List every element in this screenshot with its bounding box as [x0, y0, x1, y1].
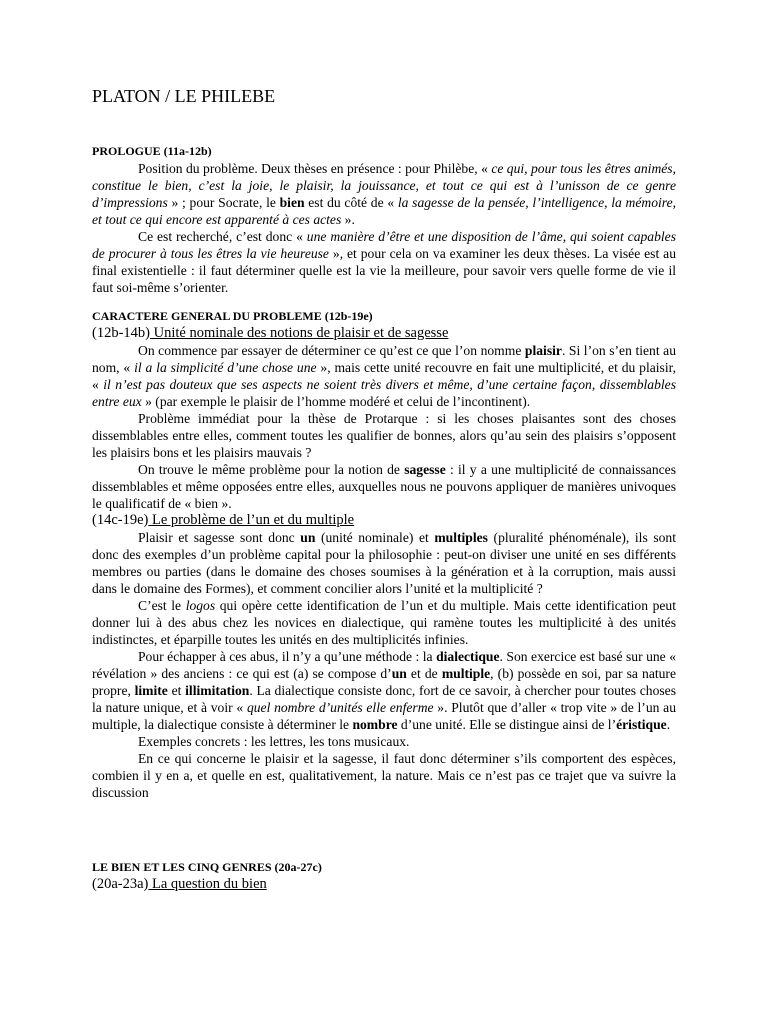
section-bien-cinq-genres [92, 859, 676, 893]
section-heading: PROLOGUE (11a-12b) [92, 144, 212, 158]
section-heading: CARACTERE GENERAL DU PROBLEME (12b-19e) [92, 309, 373, 323]
section-prologue [92, 143, 676, 296]
document-title: PLATON / LE PHILEBE [92, 86, 276, 106]
paragraph: En ce qui concerne le plaisir et la sagesse, il faut donc déterminer s’ils comportent des espèces, combien il y en a, et quelle en est, qualitativement, la nature. Mais ce n’est pas ce trajet que va suivre la discussion [92, 751, 676, 800]
paragraph: Plaisir et sagesse sont donc un (unité nominale) et multiples (pluralité phénoménale), ils sont donc des exemples d’un problème capital pour la philosophie : peut-on diviser une unité en ses différents membres ou parties (dans le domaine des choses soumises à la génération et à la corruption, mais aussi dans le domaine des Formes), et comment concilier alors l’unité et la multiplicité ? [92, 530, 676, 596]
subsection-heading: (14c-19e) Le problème de l’un et du multiple [92, 512, 355, 528]
paragraph: Ce est recherché, c’est donc « une manière d’être et une disposition de l’âme, qui soient capables de procurer à tous les êtres la vie heureuse », et pour cela on va examiner les deux thèses. La visée est au final existentielle : il faut déterminer quelle est la vie la meilleure, pour savoir vers quelle forme de vie il faut soi-même s’orienter. [92, 229, 677, 295]
paragraph: Position du problème. Deux thèses en présence : pour Philèbe, « ce qui, pour tous les êtres animés, constitue le bien, c’est la joie, le plaisir, la jouissance, et tout ce qui est à l’unisson de ce genre d’impressions » ; pour Socrate, le bien est du côté de « la sagesse de la pensée, l’intelligence, la mémoire, et tout ce qui encore est apparenté à ces actes ». [92, 161, 676, 227]
section-heading: LE BIEN ET LES CINQ GENRES (20a-27c) [92, 860, 322, 874]
subsection-heading: (12b-14b) Unité nominale des notions de plaisir et de sagesse [92, 325, 449, 341]
paragraph: Pour échapper à ces abus, il n’y a qu’une méthode : la dialectique. Son exercice est basé sur une « révélation » des anciens : ce qui est (a) se compose d’un et de multiple, (b) possède en soi, par sa nature propre, limite et illimitation. La dialectique consiste donc, fort de ce savoir, à chercher pour toutes choses la nature unique, et à voir « quel nombre d’unités elle enferme ». Plutôt que d’aller « trop vite » de l’un au multiple, la dialectique consiste à déterminer le nombre d’une unité. Elle se distingue ainsi de l’éristique. [92, 649, 676, 732]
paragraph: On commence par essayer de déterminer ce qu’est ce que l’on nomme plaisir. Si l’on s’en tient au nom, « il a la simplicité d’une chose une », mais cette unité recouvre en fait une multiplicité, et du plaisir, « il n’est pas douteux que ses aspects ne soient très divers et même, d’une certaine façon, dissemblables entre eux » (par exemple le plaisir de l’homme modéré et celui de l’incontinent). [92, 343, 677, 409]
paragraph: Problème immédiat pour la thèse de Protarque : si les choses plaisantes sont des choses dissemblables entre elles, comment toutes les qualifier de bonnes, alors qu’au sein des plaisirs s’opposent les plaisirs bons et les plaisirs mauvais ? [92, 411, 676, 460]
paragraph: On trouve le même problème pour la notion de sagesse : il y a une multiplicité de connaissances dissemblables et même opposées entre elles, auxquelles nous ne pouvons appliquer de manières univoques le qualificatif de « bien ». [92, 462, 676, 511]
paragraph: C’est le logos qui opère cette identification de l’un et du multiple. Mais cette identification peut donner lui à des abus chez les novices en dialectique, qui ramène toutes les multiplicité à des unités indistinctes, et éparpille toutes les unités en des multiplicités infinies. [92, 598, 676, 647]
section-caractere-general [92, 308, 676, 801]
paragraph: Exemples concrets : les lettres, les tons musicaux. [138, 734, 410, 749]
subsection-heading: (20a-23a) La question du bien [92, 876, 267, 892]
